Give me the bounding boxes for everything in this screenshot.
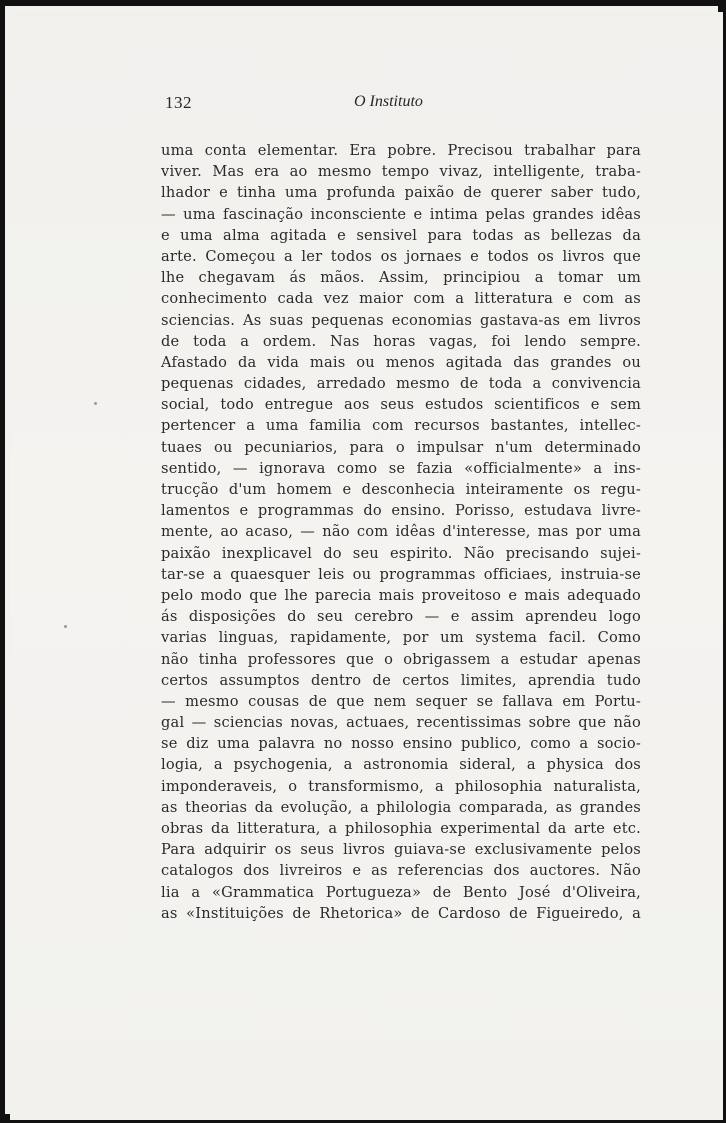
- text-line: Afastado da vida mais ou menos agitada das grandes ou: [161, 353, 641, 371]
- body-text: [161, 140, 641, 924]
- text-line: logia, a psychogenia, a astronomia sideral, a physica dos: [161, 756, 641, 774]
- text-line: lamentos e programmas do ensino. Porisso, estudava livre-: [161, 502, 641, 520]
- text-line: trucção d'um homem e desconhecia inteiramente os regu-: [161, 481, 641, 498]
- text-line: tar-se a quaesquer leis ou programmas officiaes, instruia-se: [161, 565, 641, 583]
- text-line: imponderaveis, o transformismo, a philosophia naturalista,: [161, 777, 641, 795]
- text-line: obras da litteratura, a philosophia experimental da arte etc.: [161, 820, 641, 837]
- text-line: lia a «Grammatica Portugueza» de Bento José d'Oliveira,: [161, 883, 641, 901]
- text-line: — mesmo cousas de que nem sequer se fallava em Portu-: [161, 692, 641, 710]
- text-line: sentido, — ignorava como se fazia «officialmente» a ins-: [161, 459, 641, 477]
- text-line: de toda a ordem. Nas horas vagas, foi lendo sempre.: [161, 332, 641, 350]
- text-line: paixão inexplicavel do seu espirito. Não precisando sujei-: [161, 544, 641, 562]
- text-line: se diz uma palavra no nosso ensino publico, como a socio-: [161, 735, 641, 753]
- page-header: [161, 88, 641, 116]
- text-line: pelo modo que lhe parecia mais proveitoso e mais adequado: [161, 586, 641, 604]
- text-line: viver. Mas era ao mesmo tempo vivaz, intelligente, traba-: [161, 163, 641, 181]
- text-line: — uma fascinação inconsciente e intima pelas grandes idêas: [161, 205, 641, 223]
- text-line: lhe chegavam ás mãos. Assim, principiou a tomar um: [161, 269, 641, 287]
- text-line: uma conta elementar. Era pobre. Precisou trabalhar para: [161, 142, 641, 159]
- running-title: O Instituto: [354, 93, 423, 110]
- text-line: sciencias. As suas pequenas economias gastava-as em livros: [161, 311, 641, 329]
- text-line: gal — sciencias novas, actuaes, recentissimas sobre que não: [161, 714, 641, 732]
- text-line: conhecimento cada vez maior com a litteratura e com as: [161, 290, 641, 308]
- page-number: 132: [165, 93, 192, 112]
- text-line: catalogos dos livreiros e as referencias dos auctores. Não: [161, 862, 641, 880]
- text-line: as «Instituições de Rhetorica» de Cardoso de Figueiredo, a: [161, 904, 641, 922]
- text-line: e uma alma agitada e sensivel para todas as bellezas da: [161, 226, 641, 244]
- text-line: ás disposições do seu cerebro — e assim aprendeu logo: [161, 608, 641, 626]
- text-line: não tinha professores que o obrigassem a estudar apenas: [161, 650, 641, 668]
- text-line: pertencer a uma familia com recursos bastantes, intellec-: [161, 417, 641, 435]
- text-line: tuaes ou pecuniarios, para o impulsar n'um determinado: [161, 438, 641, 456]
- text-line: varias linguas, rapidamente, por um systema facil. Como: [161, 629, 641, 647]
- text-line: lhador e tinha uma profunda paixão de querer saber tudo,: [161, 184, 641, 202]
- paper-speck: [64, 625, 67, 628]
- text-line: arte. Começou a ler todos os jornaes e todos os livros que: [161, 247, 641, 265]
- text-line: pequenas cidades, arredado mesmo de toda a convivencia: [161, 375, 641, 393]
- paper-speck: [94, 402, 97, 405]
- text-line: as theorias da evolução, a philologia comparada, as grandes: [161, 798, 641, 816]
- text-line: mente, ao acaso, — não com idêas d'interesse, mas por uma: [161, 523, 641, 541]
- text-line: social, todo entregue aos seus estudos scientificos e sem: [161, 396, 641, 414]
- text-line: Para adquirir os seus livros guiava-se exclusivamente pelos: [161, 841, 641, 859]
- text-line: certos assumptos dentro de certos limites, aprendia tudo: [161, 671, 641, 689]
